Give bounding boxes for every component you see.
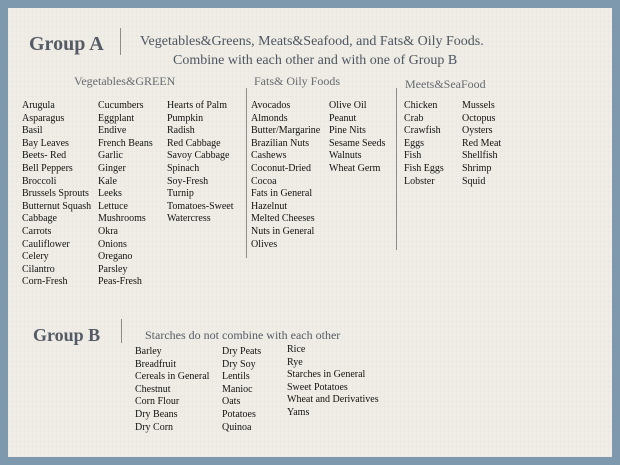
list-item: Chicken bbox=[404, 100, 438, 111]
list-item: Soy-Fresh bbox=[167, 175, 209, 187]
list-item: Cauliflower bbox=[22, 238, 70, 250]
list-item: Carrots bbox=[22, 225, 52, 237]
list-item: Octopus bbox=[462, 112, 496, 124]
list-item: Watercress bbox=[167, 213, 211, 225]
list-item: Olives bbox=[251, 238, 278, 250]
group-a-title: Group A bbox=[29, 33, 104, 55]
list-item: Bell Peppers bbox=[22, 162, 73, 174]
list-item: Radish bbox=[167, 125, 195, 137]
list-item: Eggs bbox=[404, 137, 424, 149]
list-item: Pine Nits bbox=[329, 125, 366, 137]
list-item: Chestnut bbox=[135, 383, 171, 395]
list-item: Onions bbox=[98, 238, 127, 250]
list-item: Sweet Potatoes bbox=[287, 381, 348, 393]
list-item: Avocados bbox=[251, 100, 291, 111]
list-item: Sesame Seeds bbox=[329, 137, 386, 149]
list-item: Hazelnut bbox=[251, 200, 288, 212]
list-item: Cilantro bbox=[22, 263, 55, 275]
list-item: Okra bbox=[98, 225, 118, 237]
list-item: Squid bbox=[462, 175, 486, 187]
list-item: Oregano bbox=[98, 251, 133, 263]
list-item: Lentils bbox=[222, 371, 250, 383]
list-item: Olive Oil bbox=[329, 100, 367, 111]
list-item: Dry Peats bbox=[222, 346, 262, 357]
list-item: Dry Soy bbox=[222, 358, 256, 370]
fats-col1 bbox=[251, 100, 320, 251]
list-item: Cucumbers bbox=[98, 100, 144, 111]
list-item: Cocoa bbox=[251, 175, 277, 187]
group-b-divider bbox=[121, 319, 122, 343]
list-item: Arugula bbox=[22, 100, 55, 111]
list-item: Dry Beans bbox=[135, 408, 178, 420]
fats-heading: Fats& Oily Foods bbox=[254, 74, 341, 88]
list-item: Brussels Sprouts bbox=[22, 188, 89, 200]
list-item: Yams bbox=[287, 406, 310, 418]
list-item: Barley bbox=[135, 346, 162, 357]
meats-heading: Meets&SeaFood bbox=[405, 77, 486, 91]
list-item: Brazilian Nuts bbox=[251, 137, 310, 149]
list-item: Lobster bbox=[404, 175, 435, 187]
list-item: Beets- Red bbox=[22, 150, 67, 162]
list-item: Lettuce bbox=[98, 200, 128, 212]
list-item: Butter/Margarine bbox=[251, 125, 321, 137]
list-item: Mussels bbox=[462, 100, 495, 111]
list-item: Tomatoes-Sweet bbox=[167, 200, 234, 212]
list-item: French Beans bbox=[98, 137, 153, 149]
list-item: Cashews bbox=[251, 150, 287, 162]
vegetables-col1 bbox=[22, 100, 91, 289]
list-item: Crab bbox=[404, 112, 424, 124]
list-item: Red Meat bbox=[462, 137, 502, 149]
meats-col2 bbox=[462, 100, 501, 188]
meats-col1 bbox=[404, 100, 444, 188]
header-divider bbox=[120, 28, 121, 55]
group-b-col3 bbox=[287, 344, 379, 420]
group-b-title: Group B bbox=[33, 325, 101, 345]
group-b-col2 bbox=[222, 346, 261, 434]
fats-col2 bbox=[329, 100, 385, 176]
list-item: Parsley bbox=[98, 263, 128, 275]
list-item: Peas-Fresh bbox=[98, 276, 142, 288]
list-item: Butternut Squash bbox=[22, 200, 92, 212]
list-item: Spinach bbox=[167, 162, 200, 174]
list-item: Celery bbox=[22, 251, 49, 263]
vegetables-col2 bbox=[98, 100, 153, 289]
list-item: Red Cabbage bbox=[167, 137, 221, 149]
list-item: Nuts in General bbox=[251, 225, 315, 237]
list-item: Fish bbox=[404, 150, 422, 162]
list-item: Fats in General bbox=[251, 188, 313, 200]
list-item: Shrimp bbox=[462, 162, 492, 174]
list-item: Peanut bbox=[329, 112, 357, 124]
list-item: Ginger bbox=[98, 162, 126, 174]
list-item: Dry Corn bbox=[135, 421, 174, 433]
group-b-col1 bbox=[135, 346, 209, 434]
list-item: Oats bbox=[222, 396, 241, 408]
list-item: Corn-Fresh bbox=[22, 276, 68, 288]
list-item: Eggplant bbox=[98, 112, 135, 124]
list-item: Quinoa bbox=[222, 421, 252, 433]
list-item: Hearts of Palm bbox=[167, 100, 227, 111]
list-item: Leeks bbox=[98, 188, 122, 200]
list-item: Oysters bbox=[462, 125, 493, 137]
column-divider-1 bbox=[246, 88, 247, 258]
list-item: Corn Flour bbox=[135, 396, 180, 408]
list-item: Wheat and Derivatives bbox=[287, 394, 379, 406]
list-item: Rye bbox=[287, 356, 303, 368]
list-item: Crawfish bbox=[404, 125, 441, 137]
list-item: Asparagus bbox=[22, 112, 65, 124]
list-item: Manioc bbox=[222, 383, 253, 395]
list-item: Melted Cheeses bbox=[251, 213, 315, 225]
list-item: Turnip bbox=[167, 188, 194, 200]
list-item: Savoy Cabbage bbox=[167, 150, 230, 162]
list-item: Pumpkin bbox=[167, 112, 204, 124]
list-item: Cabbage bbox=[22, 213, 57, 225]
list-item: Broccoli bbox=[22, 175, 57, 187]
list-item: Kale bbox=[98, 175, 117, 187]
vegetables-col3 bbox=[167, 100, 234, 226]
list-item: Basil bbox=[22, 125, 43, 137]
list-item: Almonds bbox=[251, 112, 288, 124]
list-item: Coconut-Dried bbox=[251, 162, 311, 174]
list-item: Endive bbox=[98, 125, 127, 137]
list-item: Bay Leaves bbox=[22, 137, 69, 149]
slide bbox=[8, 8, 612, 457]
list-item: Shellfish bbox=[462, 150, 498, 162]
list-item: Starches in General bbox=[287, 369, 366, 381]
list-item: Garlic bbox=[98, 150, 123, 162]
list-item: Breadfruit bbox=[135, 358, 177, 370]
list-item: Walnuts bbox=[329, 150, 362, 162]
group-b-description: Starches do not combine with each other bbox=[145, 328, 341, 342]
list-item: Fish Eggs bbox=[404, 162, 444, 174]
group-a-description-line2: Combine with each other and with one of Group B bbox=[173, 53, 458, 68]
list-item: Wheat Germ bbox=[329, 162, 381, 174]
column-divider-2 bbox=[396, 88, 397, 250]
list-item: Mushrooms bbox=[98, 213, 146, 225]
list-item: Potatoes bbox=[222, 408, 256, 420]
list-item: Cereals in General bbox=[135, 371, 210, 383]
group-a-description bbox=[140, 32, 484, 70]
list-item: Rice bbox=[287, 344, 306, 355]
vegetables-heading: Vegetables&GREEN bbox=[74, 74, 176, 88]
group-a-description-line1: Vegetables&Greens, Meats&Seafood, and Fats& Oily Foods. bbox=[140, 34, 484, 49]
